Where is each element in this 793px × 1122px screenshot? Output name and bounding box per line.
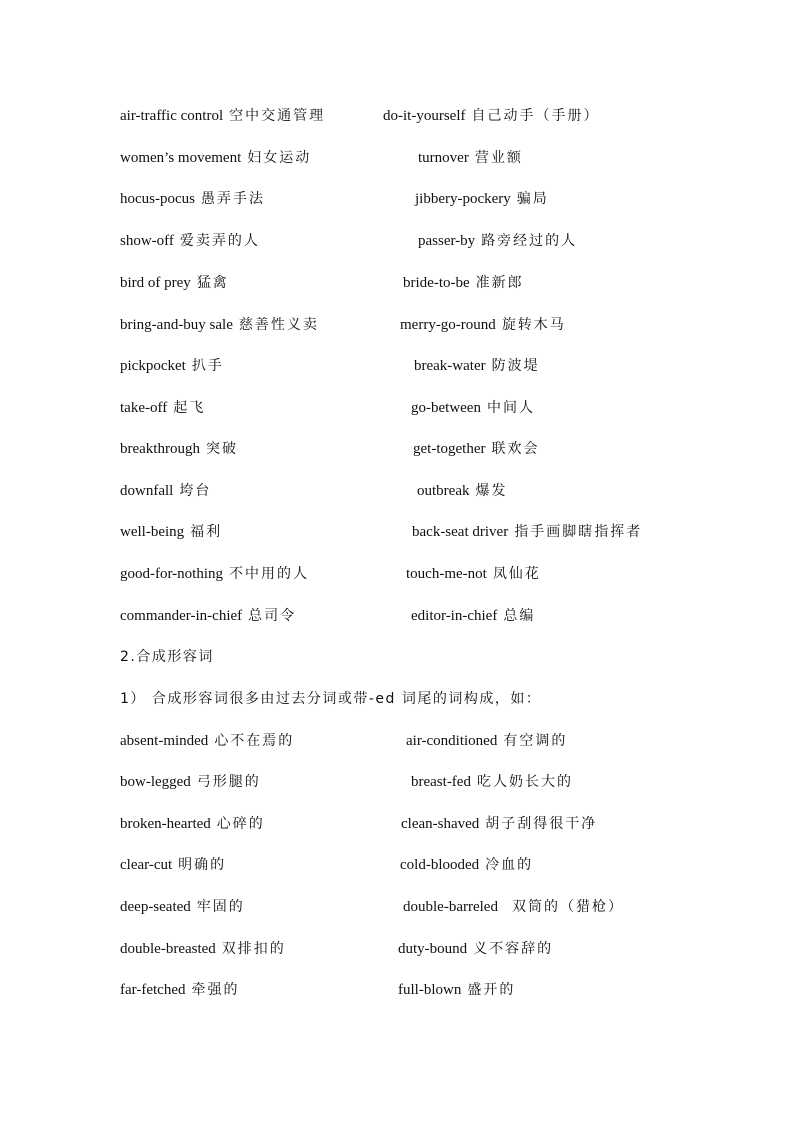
chinese-meaning: 防波堤: [491, 358, 540, 374]
vocab-entry: [120, 439, 238, 459]
chinese-meaning: 爱卖弄的人: [179, 233, 260, 249]
vocab-entry: [398, 980, 515, 1000]
vocab-entry: [414, 356, 540, 376]
chinese-meaning: 自己动手（手册）: [471, 108, 600, 124]
chinese-meaning: 突破: [205, 441, 238, 457]
english-term: deep-seated: [120, 899, 191, 915]
vocab-entry: [120, 606, 296, 626]
english-term: broken-hearted: [120, 816, 211, 832]
english-term: do-it-yourself: [383, 108, 466, 124]
english-term: merry-go-round: [400, 317, 496, 333]
chinese-meaning: 垮台: [179, 483, 212, 499]
vocab-entry: [403, 897, 624, 917]
vocab-entry: [120, 855, 226, 875]
chinese-meaning: 愚弄手法: [201, 191, 265, 207]
chinese-meaning: 起飞: [173, 400, 206, 416]
vocab-entry: [383, 106, 599, 126]
english-term: double-barreled: [403, 899, 498, 915]
english-term: outbreak: [417, 483, 470, 499]
english-term: breakthrough: [120, 441, 200, 457]
chinese-meaning: 指手画脚瞎指挥者: [514, 524, 643, 540]
english-term: editor-in-chief: [411, 608, 498, 624]
section-heading: 2.合成形容词: [120, 649, 214, 665]
english-term: take-off: [120, 400, 168, 416]
chinese-meaning: 义不容辞的: [473, 941, 554, 957]
vocab-entry: [120, 731, 294, 751]
english-term: double-breasted: [120, 941, 216, 957]
chinese-meaning: 路旁经过的人: [481, 233, 578, 249]
english-term: turnover: [418, 150, 469, 166]
vocab-entry: [120, 481, 211, 501]
english-term: bow-legged: [120, 774, 191, 790]
chinese-meaning: 准新郎: [475, 275, 524, 291]
english-term: clean-shaved: [401, 816, 480, 832]
chinese-meaning: 慈善性义卖: [238, 317, 319, 333]
vocab-entry: [120, 106, 325, 126]
english-term: bring-and-buy sale: [120, 317, 233, 333]
vocab-entry: [411, 606, 535, 626]
english-term: air-traffic control: [120, 108, 224, 124]
chinese-meaning: 营业额: [474, 150, 523, 166]
vocab-entry: [120, 814, 265, 834]
english-term: get-together: [413, 441, 486, 457]
english-term: clear-cut: [120, 857, 173, 873]
vocab-entry: [406, 564, 541, 584]
english-term: far-fetched: [120, 982, 186, 998]
vocab-entry: [120, 897, 245, 917]
chinese-meaning: 心不在焉的: [214, 733, 295, 749]
english-term: back-seat driver: [412, 524, 509, 540]
vocab-entry: [412, 522, 642, 542]
english-term: passer-by: [418, 233, 476, 249]
chinese-meaning: 牢固的: [196, 899, 245, 915]
vocab-entry: [411, 772, 573, 792]
chinese-meaning: 明确的: [178, 857, 227, 873]
vocab-entry: [403, 273, 524, 293]
chinese-meaning: 弓形腿的: [196, 774, 261, 790]
english-term: good-for-nothing: [120, 566, 224, 582]
chinese-meaning: 联欢会: [491, 441, 540, 457]
chinese-meaning: 旋转木马: [501, 317, 566, 333]
chinese-meaning: 牵强的: [191, 982, 240, 998]
english-term: commander-in-chief: [120, 608, 243, 624]
english-term: breast-fed: [411, 774, 471, 790]
english-term: go-between: [411, 400, 481, 416]
english-term: show-off: [120, 233, 174, 249]
vocab-entry: [400, 855, 533, 875]
chinese-meaning: 盛开的: [467, 982, 516, 998]
chinese-meaning: 中间人: [486, 400, 535, 416]
english-term: women’s movement: [120, 150, 242, 166]
english-term: full-blown: [398, 982, 462, 998]
vocab-entry: [415, 189, 549, 209]
chinese-meaning: 骗局: [516, 191, 549, 207]
vocab-entry: [120, 522, 222, 542]
chinese-meaning: 双排扣的: [221, 941, 286, 957]
vocab-entry: [120, 231, 260, 251]
vocab-entry: [120, 315, 319, 335]
vocab-entry: [120, 398, 205, 418]
chinese-meaning: 胡子刮得很干净: [485, 816, 598, 832]
chinese-meaning: 妇女运动: [247, 150, 312, 166]
chinese-meaning: 总编: [503, 608, 536, 624]
vocab-entry: [418, 148, 523, 168]
chinese-meaning: 不中用的人: [229, 566, 310, 582]
english-term: break-water: [414, 358, 486, 374]
vocab-entry: [400, 315, 566, 335]
english-term: pickpocket: [120, 358, 186, 374]
chinese-meaning: 双筒的（猎枪）: [511, 899, 624, 915]
chinese-meaning: 吃人奶长大的: [476, 774, 573, 790]
english-term: duty-bound: [398, 941, 468, 957]
vocab-entry: [120, 356, 224, 376]
chinese-meaning: 凤仙花: [492, 566, 541, 582]
vocab-entry: [120, 189, 265, 209]
section-intro: 1） 合成形容词很多由过去分词或带-ed 词尾的词构成，如：: [120, 691, 542, 707]
vocab-entry: [413, 439, 539, 459]
chinese-meaning: 冷血的: [485, 857, 534, 873]
chinese-meaning: 福利: [190, 524, 223, 540]
vocab-entry: [417, 481, 507, 501]
vocab-entry: [398, 939, 553, 959]
chinese-meaning: 空中交通管理: [229, 108, 326, 124]
vocab-entry: [411, 398, 535, 418]
english-term: cold-blooded: [400, 857, 480, 873]
chinese-meaning: 心碎的: [216, 816, 265, 832]
vocab-entry: [120, 564, 309, 584]
chinese-meaning: 扒手: [191, 358, 224, 374]
english-term: air-conditioned: [406, 733, 498, 749]
english-term: bird of prey: [120, 275, 191, 291]
chinese-meaning: 有空调的: [503, 733, 568, 749]
vocab-entry: [406, 731, 567, 751]
chinese-meaning: 爆发: [475, 483, 508, 499]
vocab-entry: [418, 231, 577, 251]
english-term: touch-me-not: [406, 566, 487, 582]
english-term: absent-minded: [120, 733, 209, 749]
vocab-entry: [120, 772, 261, 792]
vocab-entry: [120, 273, 229, 293]
vocab-entry: [120, 939, 286, 959]
english-term: hocus-pocus: [120, 191, 195, 207]
english-term: bride-to-be: [403, 275, 470, 291]
vocab-entry: [120, 148, 311, 168]
english-term: jibbery-pockery: [415, 191, 511, 207]
chinese-meaning: 猛禽: [196, 275, 229, 291]
chinese-meaning: 总司令: [248, 608, 297, 624]
english-term: well-being: [120, 524, 185, 540]
english-term: downfall: [120, 483, 174, 499]
vocab-entry: [401, 814, 597, 834]
vocab-entry: [120, 980, 239, 1000]
